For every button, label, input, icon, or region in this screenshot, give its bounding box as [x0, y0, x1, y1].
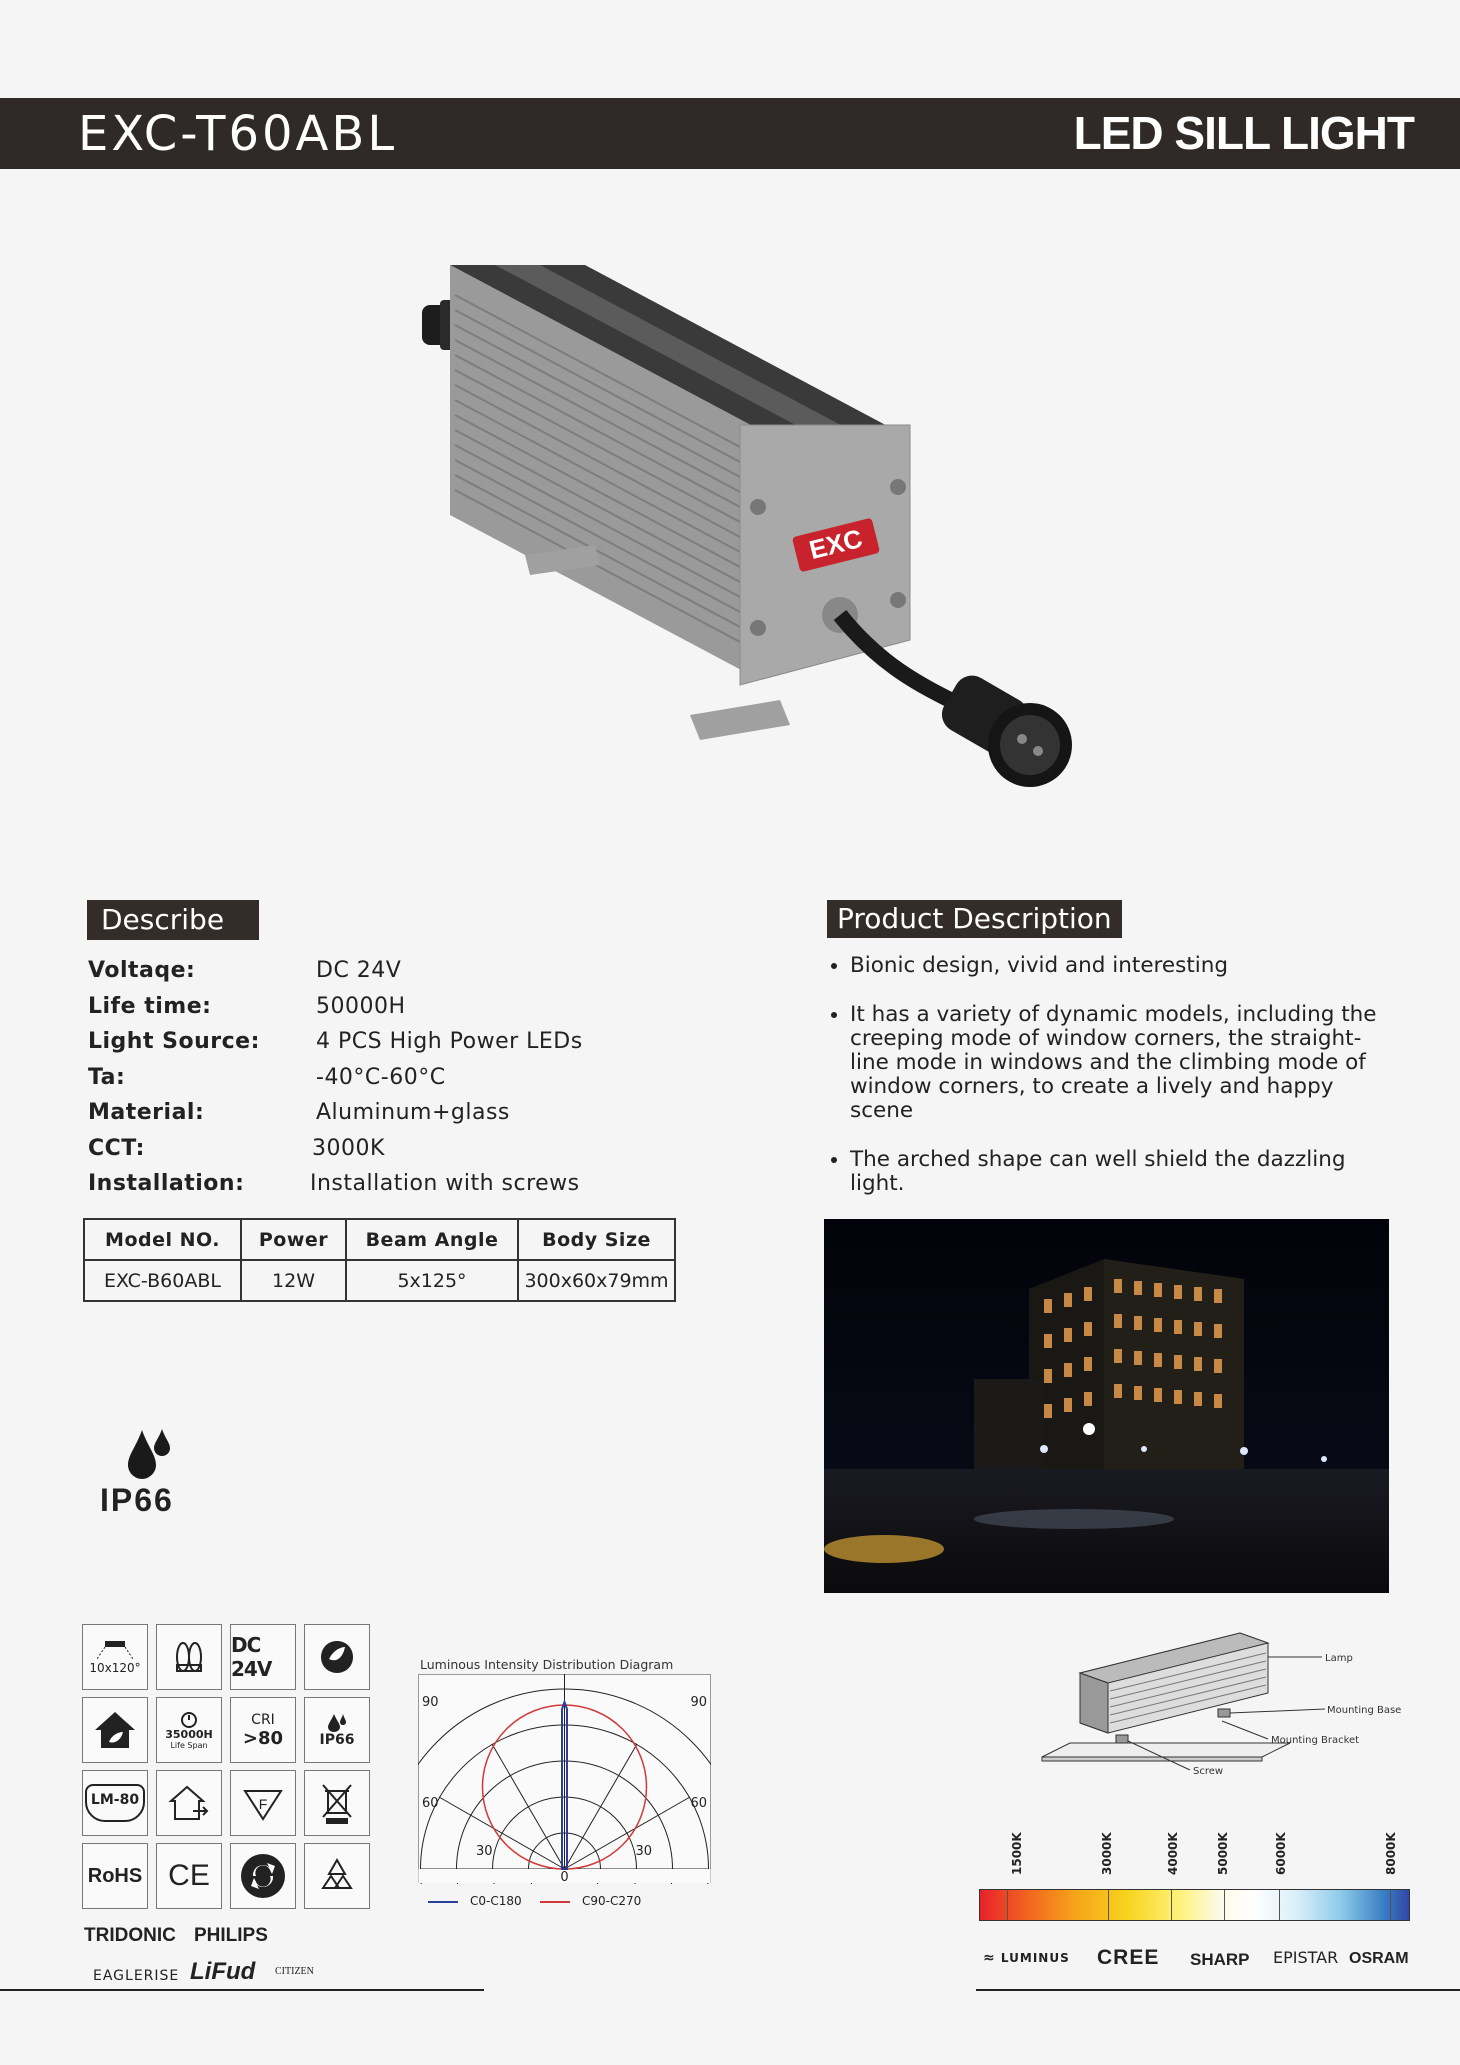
- table-header: Beam Angle: [346, 1219, 518, 1260]
- spec-value: 4 PCS High Power LEDs: [316, 1029, 583, 1054]
- product-type: LED SILL LIGHT: [1073, 107, 1414, 159]
- polar-title: Luminous Intensity Distribution Diagram: [420, 1657, 674, 1672]
- home-eco-icon: [82, 1697, 148, 1763]
- led-array-icon: [156, 1624, 222, 1690]
- spec-value: 3000K: [312, 1136, 385, 1161]
- legend-swatch-c90: [540, 1901, 570, 1903]
- ip66-icon: IP66: [304, 1697, 370, 1763]
- spec-value: 50000H: [316, 994, 406, 1019]
- spec-row: [88, 1136, 788, 1171]
- lm80-icon: LM-80: [82, 1770, 148, 1836]
- footer-divider-right: [976, 1989, 1460, 1991]
- spec-row: [88, 1029, 788, 1064]
- cct-tick-1500k: 1500K: [1010, 1832, 1024, 1875]
- polar-label-90-right: 90: [690, 1695, 707, 1710]
- product-description-heading: Product Description: [827, 900, 1122, 938]
- brand-citizen: CITIZEN: [275, 1966, 314, 1977]
- spec-label: Light Source:: [88, 1029, 260, 1054]
- diagram-label-mounting-bracket: Mounting Bracket: [1271, 1735, 1360, 1746]
- polar-label-0: 0: [560, 1870, 569, 1884]
- table-header: Model NO.: [84, 1219, 241, 1260]
- dc-voltage-icon: DC 24V: [230, 1624, 296, 1690]
- rohs-icon: RoHS: [82, 1843, 148, 1909]
- spec-value: DC 24V: [316, 958, 402, 983]
- recycle-icon: [304, 1843, 370, 1909]
- spec-value: Installation with screws: [310, 1171, 580, 1196]
- spec-row: [88, 1065, 788, 1100]
- brand-luminus: ≈ LUMINUS: [983, 1950, 1070, 1966]
- spec-label: Life time:: [88, 994, 212, 1019]
- table-cell: 300x60x79mm: [518, 1260, 675, 1301]
- spec-label: Installation:: [88, 1171, 245, 1196]
- list-item: • Bionic design, vivid and interesting: [850, 954, 1390, 978]
- brand-sharp: SHARP: [1190, 1950, 1250, 1969]
- cct-tick-5000k: 5000K: [1216, 1832, 1230, 1875]
- polar-label-60-right: 60: [690, 1796, 707, 1811]
- spec-value: -40°C-60°C: [316, 1065, 446, 1090]
- table-cell: EXC-B60ABL: [84, 1260, 241, 1301]
- spec-row: [88, 958, 788, 993]
- spec-label: CCT:: [88, 1136, 145, 1161]
- polar-label-90-left: 90: [422, 1695, 439, 1710]
- beam-angle-icon: 10x120°: [82, 1624, 148, 1690]
- spec-value: Aluminum+glass: [316, 1100, 510, 1125]
- spec-row: [88, 1171, 788, 1206]
- green-dot-icon: [230, 1843, 296, 1909]
- diagram-label-screw: Screw: [1193, 1766, 1224, 1777]
- list-item: • The arched shape can well shield the dazzling light.: [850, 1148, 1390, 1196]
- footer-divider-left: [0, 1989, 484, 1991]
- table-header: Power: [241, 1219, 346, 1260]
- table-row: [84, 1260, 675, 1301]
- list-item: • It has a variety of dynamic models, including the creeping mode of window corners, the straight-line mode in windows and the climbing mode of window corners, to create a lively and happy scene: [850, 1003, 1390, 1123]
- eco-plug-icon: [304, 1624, 370, 1690]
- spec-label: Material:: [88, 1100, 205, 1125]
- table-header-row: [84, 1219, 675, 1260]
- table-header: Body Size: [518, 1219, 675, 1260]
- table-cell: 12W: [241, 1260, 346, 1301]
- polar-label-30-left: 30: [476, 1844, 493, 1859]
- table-cell: 5x125°: [346, 1260, 518, 1301]
- brand-cree: CREE: [1097, 1946, 1160, 1969]
- brand-osram: OSRAM: [1349, 1950, 1409, 1967]
- diagram-label-lamp: Lamp: [1325, 1653, 1353, 1664]
- installation-diagram: [1040, 1625, 1420, 1785]
- cct-tick-8000k: 8000K: [1384, 1832, 1398, 1875]
- polar-diagram: [418, 1674, 711, 1884]
- f-mark-icon: [230, 1770, 296, 1836]
- svg-text:F: F: [258, 1796, 268, 1812]
- spec-row: [88, 1100, 788, 1135]
- spec-row: [88, 994, 788, 1029]
- product-image: [400, 245, 1100, 825]
- indoor-outdoor-icon: [156, 1770, 222, 1836]
- weee-bin-icon: [304, 1770, 370, 1836]
- spec-label: Ta:: [88, 1065, 126, 1090]
- brand-philips: PHILIPS: [194, 1925, 268, 1946]
- cct-tick-4000k: 4000K: [1166, 1832, 1180, 1875]
- legend-swatch-c0: [428, 1901, 458, 1903]
- brand-logo: EXC: [806, 523, 866, 566]
- describe-heading: Describe: [87, 900, 259, 940]
- brand-epistar: EPISTAR: [1273, 1948, 1339, 1967]
- lifespan-icon: 35000H Life Span: [156, 1697, 222, 1763]
- polar-label-60-left: 60: [422, 1796, 439, 1811]
- spec-label: Voltaqe:: [88, 958, 196, 983]
- model-table: [83, 1218, 676, 1302]
- cct-tick-6000k: 6000K: [1274, 1832, 1288, 1875]
- legend-c90-label: C90-C270: [582, 1894, 642, 1908]
- model-title: EXC-T60ABL: [78, 106, 398, 162]
- diagram-label-mounting-base: Mounting Base: [1327, 1705, 1402, 1716]
- cri-icon: CRI >80: [230, 1697, 296, 1763]
- brand-eaglerise: EAGLERISE: [93, 1968, 180, 1984]
- cct-gradient-bar: [979, 1889, 1410, 1921]
- brand-tridonic: TRIDONIC: [84, 1925, 176, 1946]
- brand-lifud: LiFud: [190, 1958, 256, 1985]
- polar-label-30-right: 30: [635, 1844, 652, 1859]
- legend-c0-label: C0-C180: [470, 1894, 522, 1908]
- cct-tick-3000k: 3000K: [1100, 1832, 1114, 1875]
- ce-icon: CE: [156, 1843, 222, 1909]
- application-photo: [824, 1219, 1389, 1593]
- ip66-label: IP66: [100, 1482, 174, 1518]
